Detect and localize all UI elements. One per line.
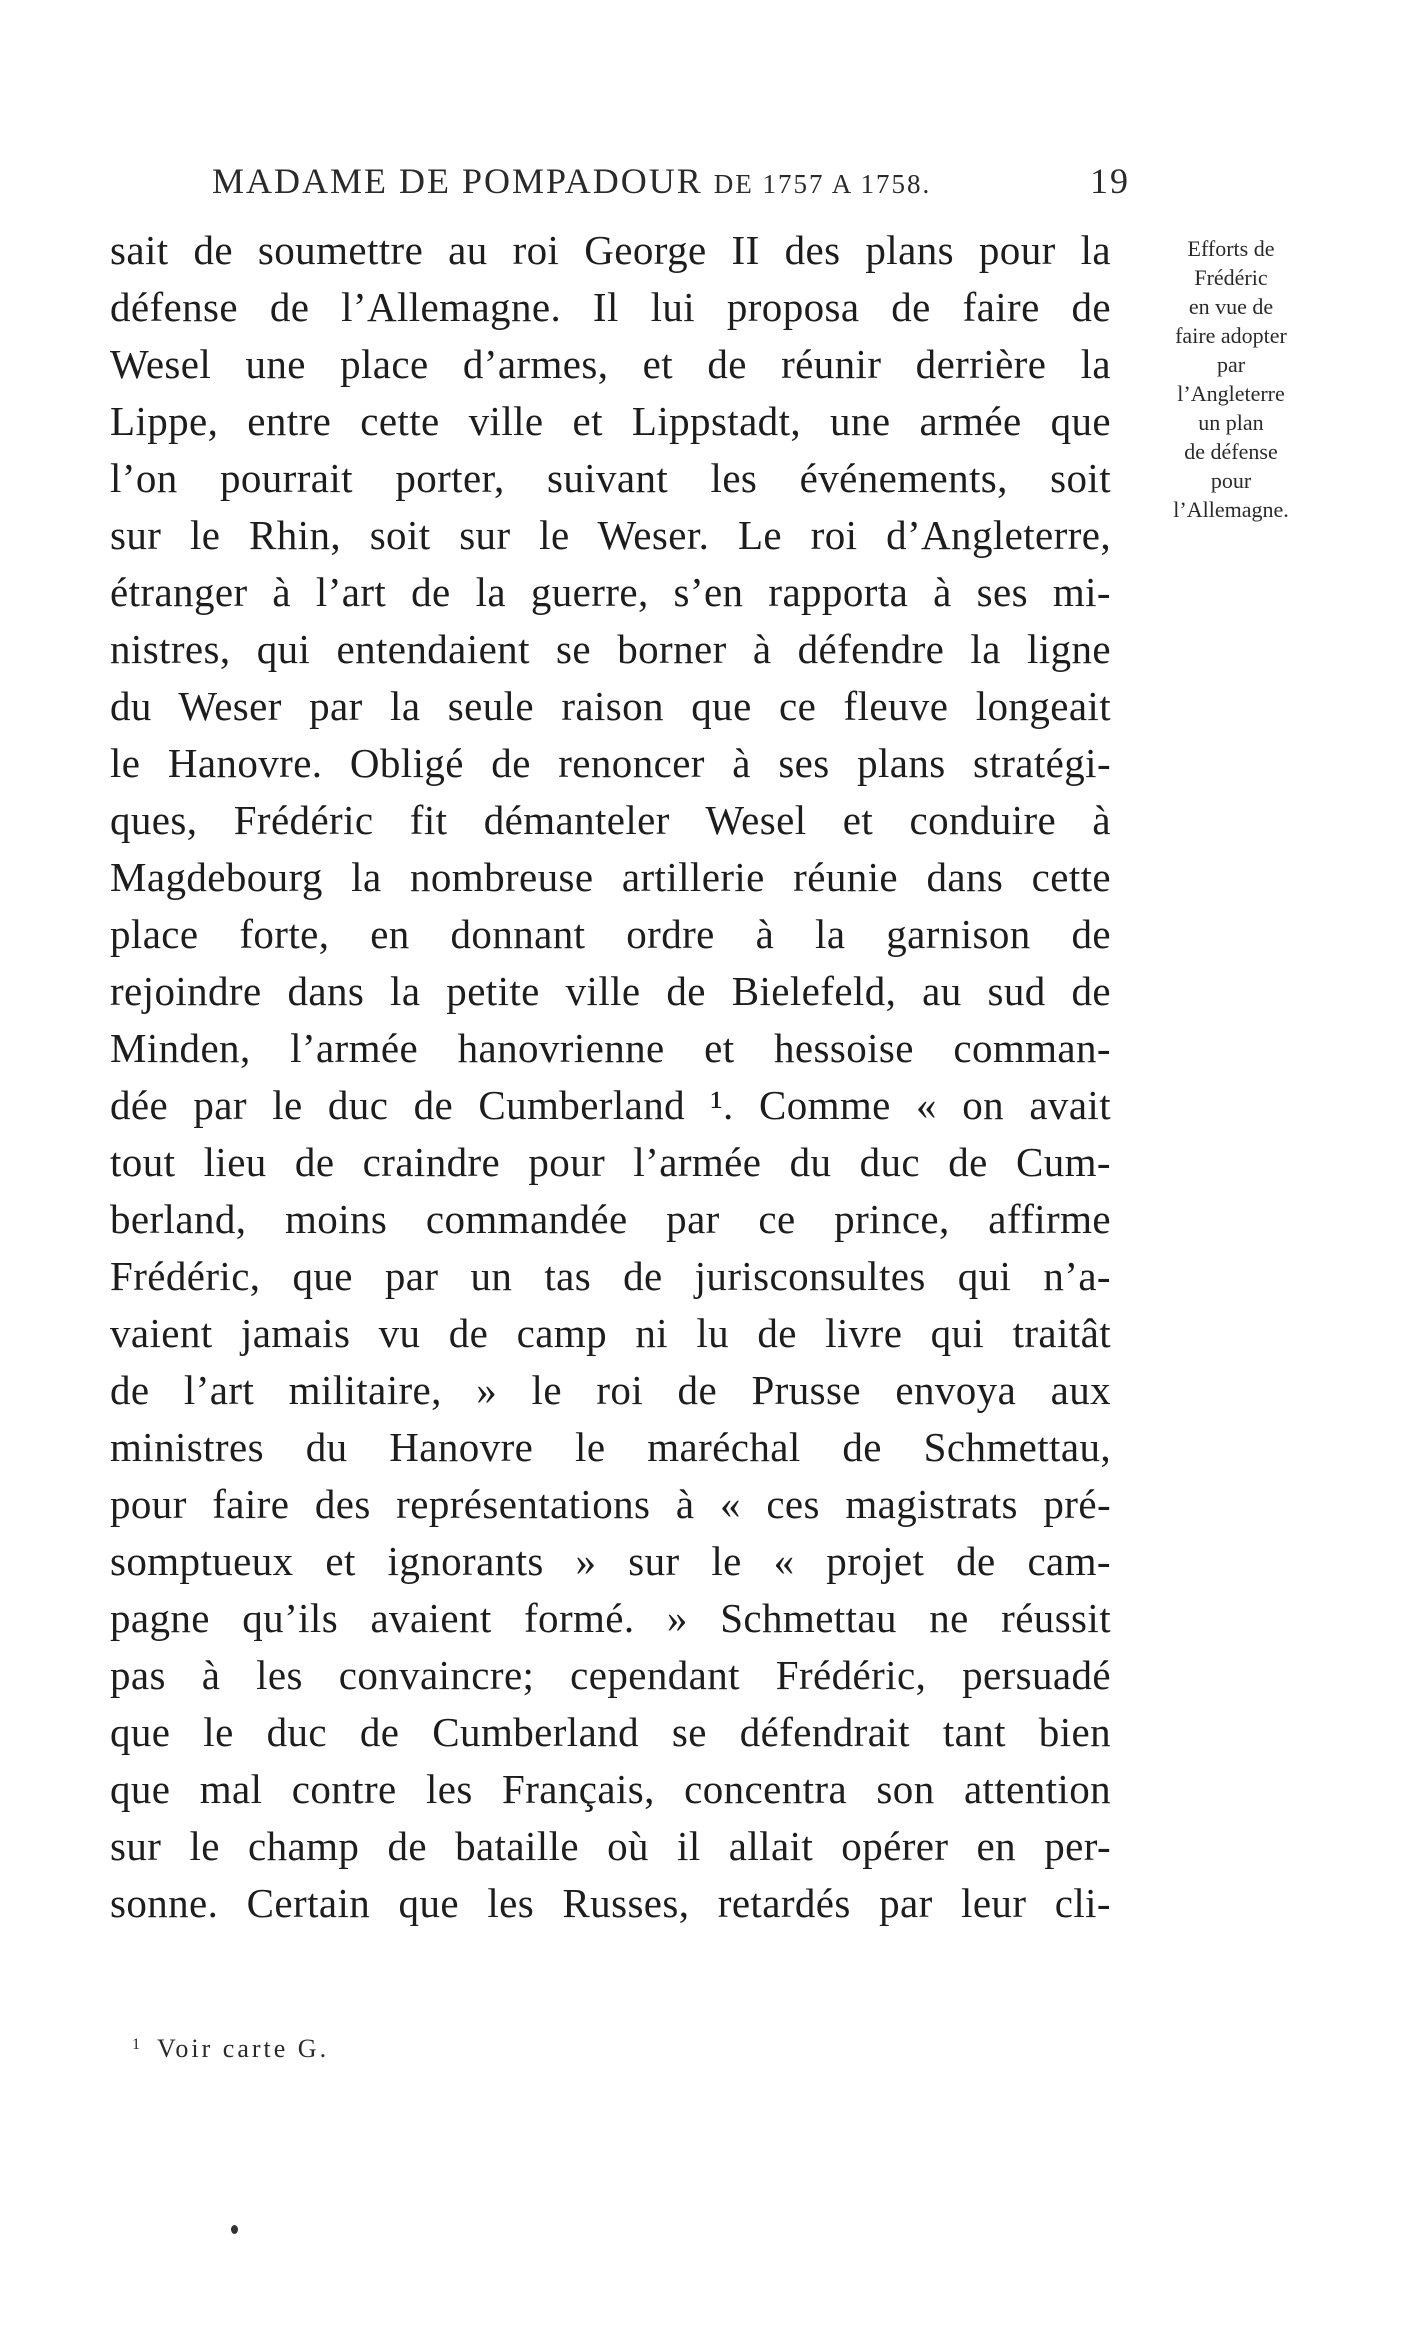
margin-note-line: de défense bbox=[1184, 439, 1278, 464]
main-text bbox=[110, 222, 1111, 1932]
margin-note-line: en vue de bbox=[1188, 294, 1274, 319]
margin-note-line: un plan bbox=[1198, 410, 1264, 435]
text-line: défense de l’Allemagne. Il lui proposa de faire de bbox=[110, 284, 1111, 330]
text-line: tout lieu de craindre pour l’armée du duc de Cum- bbox=[110, 1139, 1111, 1185]
text-line: Frédéric, que par un tas de jurisconsultes qui n’a- bbox=[110, 1253, 1111, 1299]
footnote-text: Voir carte G. bbox=[157, 2034, 330, 2063]
text-line: l’on pourrait porter, suivant les événements, soit bbox=[110, 455, 1111, 501]
page-number: 19 bbox=[1090, 161, 1130, 201]
text-line: somptueux et ignorants » sur le « projet de cam- bbox=[110, 1538, 1111, 1584]
text-line: Minden, l’armée hanovrienne et hessoise comman- bbox=[110, 1025, 1111, 1071]
text-line: dée par le duc de Cumberland ¹. Comme « on avait bbox=[110, 1082, 1111, 1128]
ink-speck bbox=[231, 2225, 238, 2234]
text-line: ministres du Hanovre le maréchal de Schmettau, bbox=[110, 1424, 1111, 1470]
running-head-title-dates: DE 1757 A 1758. bbox=[713, 169, 932, 199]
text-line: Magdebourg la nombreuse artillerie réunie dans cette bbox=[110, 854, 1111, 900]
footnote bbox=[132, 2034, 329, 2064]
text-line: pagne qu’ils avaient formé. » Schmettau ne réussit bbox=[110, 1595, 1111, 1641]
margin-note-line: par bbox=[1216, 352, 1246, 377]
text-line: Lippe, entre cette ville et Lippstadt, une armée que bbox=[110, 398, 1111, 444]
margin-note-line: Frédéric bbox=[1194, 265, 1268, 290]
margin-note-line: Efforts de bbox=[1187, 236, 1275, 261]
text-line: pour faire des représentations à « ces magistrats pré- bbox=[110, 1481, 1111, 1527]
text-line: sait de soumettre au roi George II des plans pour la bbox=[110, 227, 1111, 273]
text-line: que mal contre les Français, concentra son attention bbox=[110, 1766, 1111, 1812]
text-line: berland, moins commandée par ce prince, affirme bbox=[110, 1196, 1111, 1242]
text-line: sur le Rhin, soit sur le Weser. Le roi d’Angleterre, bbox=[110, 512, 1111, 558]
margin-note bbox=[1150, 234, 1312, 524]
text-line: vaient jamais vu de camp ni lu de livre qui traitât bbox=[110, 1310, 1111, 1356]
text-line: que le duc de Cumberland se défendrait tant bien bbox=[110, 1709, 1111, 1755]
running-head-title bbox=[212, 160, 931, 202]
margin-note-line: l’Angleterre bbox=[1177, 381, 1285, 406]
text-line: de l’art militaire, » le roi de Prusse envoya aux bbox=[110, 1367, 1111, 1413]
running-head-title-main: MADAME DE POMPADOUR bbox=[212, 161, 714, 201]
text-line: sonne. Certain que les Russes, retardés par leur cli- bbox=[110, 1880, 1111, 1926]
margin-note-line: l’Allemagne. bbox=[1173, 497, 1289, 522]
text-line: Wesel une place d’armes, et de réunir derrière la bbox=[110, 341, 1111, 387]
footnote-marker: 1 bbox=[132, 2036, 143, 2053]
text-line: du Weser par la seule raison que ce fleuve longeait bbox=[110, 683, 1111, 729]
margin-note-line: pour bbox=[1210, 468, 1252, 493]
text-line: étranger à l’art de la guerre, s’en rapporta à ses mi- bbox=[110, 569, 1111, 615]
text-line: sur le champ de bataille où il allait opérer en per- bbox=[110, 1823, 1111, 1869]
text-line: rejoindre dans la petite ville de Bielefeld, au sud de bbox=[110, 968, 1111, 1014]
running-head bbox=[212, 160, 1130, 204]
text-line: pas à les convaincre; cependant Frédéric, persuadé bbox=[110, 1652, 1111, 1698]
text-line: nistres, qui entendaient se borner à défendre la ligne bbox=[110, 626, 1111, 672]
text-line: ques, Frédéric fit démanteler Wesel et conduire à bbox=[110, 797, 1111, 843]
text-line: place forte, en donnant ordre à la garnison de bbox=[110, 911, 1111, 957]
margin-note-line: faire adopter bbox=[1175, 323, 1287, 348]
text-line: le Hanovre. Obligé de renoncer à ses plans stratégi- bbox=[110, 740, 1111, 786]
